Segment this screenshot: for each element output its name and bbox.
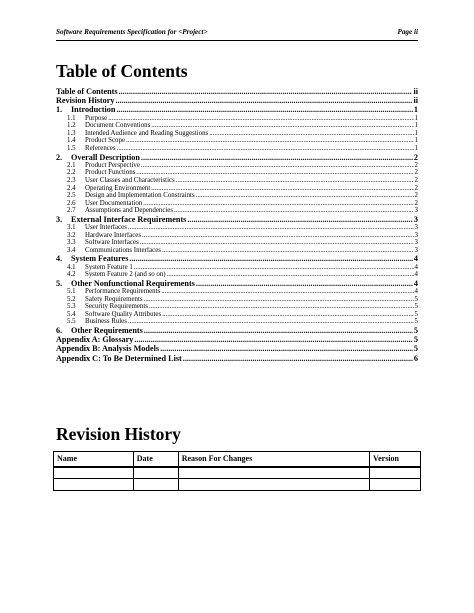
- table-cell[interactable]: [133, 479, 178, 491]
- toc-entry-page: 2: [414, 169, 418, 177]
- toc-entry[interactable]: [56, 344, 418, 353]
- toc-entry-number: 5.1: [67, 288, 76, 295]
- toc-entry[interactable]: [56, 200, 418, 208]
- toc-entry[interactable]: [56, 224, 418, 232]
- toc-entry-title: Business Rules: [85, 318, 127, 326]
- toc-entry[interactable]: [56, 137, 418, 145]
- dot-leader: [134, 264, 414, 272]
- table-cell[interactable]: [178, 467, 369, 479]
- toc-entry[interactable]: [56, 232, 418, 240]
- revision-history-table: [53, 451, 421, 491]
- toc-entry-number: 2.: [56, 152, 63, 162]
- toc-entry[interactable]: [56, 239, 418, 247]
- toc-entry-title: Other Nonfunctional Requirements: [71, 278, 195, 288]
- toc-entry-page: 3: [414, 224, 418, 232]
- toc-entry[interactable]: [56, 115, 418, 123]
- toc-entry-page: 2: [414, 184, 418, 192]
- toc-entry[interactable]: [56, 207, 418, 215]
- toc-entry[interactable]: [56, 326, 418, 335]
- toc-entry-number: 2.4: [67, 184, 76, 192]
- toc-entry-page: 1: [414, 114, 418, 122]
- toc-entry[interactable]: [56, 311, 418, 319]
- dot-leader: [160, 344, 413, 353]
- toc-entry-title: External Interface Requirements: [71, 214, 187, 224]
- toc-entry[interactable]: [56, 87, 418, 96]
- toc-entry-page: 3: [414, 239, 418, 247]
- toc-entry-title: Hardware Interfaces: [85, 231, 142, 239]
- toc-entry-page: 2: [414, 161, 418, 169]
- table-cell[interactable]: [133, 467, 178, 479]
- table-row: [54, 467, 421, 479]
- toc-entry-number: 4.2: [67, 271, 76, 279]
- dot-leader: [151, 185, 413, 193]
- toc-entry-number: 1.5: [67, 144, 76, 152]
- toc-entry[interactable]: [56, 254, 418, 263]
- toc-entry-title: Performance Requirements: [85, 288, 161, 295]
- toc-entry-title: System Feature 1: [85, 263, 133, 271]
- dot-leader: [141, 153, 413, 162]
- toc-entry-page: 2: [414, 192, 418, 200]
- toc-entry[interactable]: [56, 264, 418, 272]
- dot-leader: [116, 105, 412, 114]
- toc-entry-number: 2.5: [67, 192, 76, 200]
- dot-leader: [183, 354, 413, 363]
- dot-leader: [108, 115, 413, 123]
- toc-entry[interactable]: [56, 215, 418, 224]
- column-header-reason: Reason For Changes: [178, 452, 369, 467]
- toc-entry-title: Product Scope: [85, 137, 125, 145]
- toc-entry-title: References: [85, 144, 116, 152]
- toc-entry-page: 5: [413, 325, 418, 335]
- toc-entry-page: 5: [414, 318, 418, 326]
- toc-entry-page: 1: [414, 144, 418, 152]
- toc-entry-page: 5: [413, 335, 418, 345]
- header-rule: [56, 40, 418, 41]
- toc-entry-number: 2.3: [67, 176, 76, 184]
- table-cell[interactable]: [178, 479, 369, 491]
- toc-entry-number: 5.2: [67, 295, 76, 303]
- toc-entry[interactable]: [56, 335, 418, 344]
- toc-entry-page: 3: [414, 231, 418, 239]
- toc-entry[interactable]: [56, 247, 418, 255]
- toc-entry-number: 5.: [56, 278, 63, 288]
- toc-entry[interactable]: [56, 271, 418, 279]
- dot-leader: [144, 326, 413, 335]
- toc-entry-page: 5: [414, 295, 418, 303]
- dot-leader: [167, 271, 414, 279]
- toc-entry-title: Document Conventions: [85, 122, 151, 130]
- toc-entry-page: ii: [413, 96, 418, 106]
- toc-entry[interactable]: [56, 318, 418, 326]
- dot-leader: [117, 145, 414, 153]
- dot-leader: [187, 215, 413, 224]
- toc-entry-page: ii: [413, 87, 418, 96]
- dot-leader: [136, 169, 413, 177]
- toc-entry-number: 5.4: [67, 310, 76, 318]
- toc-entry-page: 2: [414, 176, 418, 184]
- toc-entry[interactable]: [56, 192, 418, 200]
- dot-leader: [161, 288, 413, 296]
- toc-entry-number: 2.1: [67, 161, 76, 169]
- dot-leader: [119, 87, 413, 96]
- dot-leader: [151, 122, 413, 130]
- header-document-title: Software Requirements Specification for <Project>: [56, 28, 208, 36]
- toc-entry[interactable]: [56, 122, 418, 130]
- table-of-contents: [56, 87, 418, 363]
- dot-leader: [209, 130, 413, 138]
- toc-entry-page: 3: [414, 207, 418, 215]
- toc-entry-page: 1: [413, 105, 418, 115]
- toc-entry-title: User Documentation: [85, 199, 143, 207]
- toc-entry-number: 2.7: [67, 207, 76, 215]
- toc-entry-page: 5: [414, 303, 418, 311]
- toc-entry-page: 4: [413, 278, 418, 288]
- toc-entry-title: User Interfaces: [85, 224, 127, 232]
- toc-entry-number: 4.1: [67, 263, 76, 271]
- toc-entry-number: 1.2: [67, 122, 76, 130]
- toc-entry-number: 1.4: [67, 137, 76, 145]
- toc-entry-title: Table of Contents: [56, 87, 118, 96]
- toc-entry-title: System Feature 2 (and so on): [85, 271, 166, 279]
- toc-entry-title: Appendix A: Glossary: [56, 335, 134, 345]
- dot-leader: [144, 296, 414, 304]
- toc-entry-title: Other Requirements: [71, 325, 143, 335]
- toc-entry-title: System Features: [71, 254, 129, 264]
- toc-entry-number: 5.5: [67, 318, 76, 326]
- toc-entry-number: 3.1: [67, 224, 76, 232]
- dot-leader: [134, 335, 413, 344]
- toc-entry-title: Revision History: [56, 96, 115, 106]
- toc-entry-number: 1.3: [67, 129, 76, 137]
- dot-leader: [142, 232, 414, 240]
- toc-entry[interactable]: [56, 303, 418, 311]
- dot-leader: [196, 192, 414, 200]
- toc-entry-page: 4: [413, 254, 418, 264]
- toc-entry-page: 1: [414, 122, 418, 130]
- toc-entry[interactable]: [56, 145, 418, 153]
- toc-entry[interactable]: [56, 96, 418, 105]
- toc-entry-number: 5.3: [67, 303, 76, 311]
- toc-entry-page: 4: [414, 263, 418, 271]
- dot-leader: [196, 279, 413, 288]
- toc-entry-page: 5: [413, 344, 418, 354]
- table-cell[interactable]: [54, 467, 134, 479]
- toc-entry-title: Security Requirements: [85, 303, 148, 311]
- toc-entry-number: 2.6: [67, 199, 76, 207]
- toc-entry[interactable]: [56, 288, 418, 296]
- toc-entry[interactable]: [56, 130, 418, 138]
- dot-leader: [174, 207, 414, 215]
- table-cell[interactable]: [370, 479, 421, 491]
- dot-leader: [129, 254, 413, 263]
- toc-entry-page: 2: [414, 199, 418, 207]
- toc-entry-title: Appendix B: Analysis Models: [56, 344, 160, 354]
- toc-entry-title: Overall Description: [71, 152, 140, 162]
- toc-entry[interactable]: [56, 162, 418, 170]
- toc-entry-title: Safety Requirements: [85, 295, 143, 303]
- toc-entry-title: Communications Interfaces: [85, 246, 161, 254]
- toc-entry[interactable]: [56, 169, 418, 177]
- toc-entry-page: 1: [414, 129, 418, 137]
- toc-entry-title: Software Interfaces: [85, 239, 139, 247]
- toc-entry-title: Introduction: [71, 105, 116, 115]
- dot-leader: [162, 247, 414, 255]
- toc-entry-page: 6: [413, 353, 418, 363]
- toc-entry[interactable]: [56, 279, 418, 288]
- toc-entry-number: 3.3: [67, 239, 76, 247]
- toc-entry-title: Product Functions: [85, 169, 136, 177]
- toc-entry-title: Purpose: [85, 114, 108, 122]
- toc-entry-number: 6.: [56, 325, 63, 335]
- toc-entry-title: Software Quality Attributes: [85, 310, 162, 318]
- toc-entry-page: 4: [414, 288, 418, 295]
- toc-entry[interactable]: [56, 185, 418, 193]
- toc-entry[interactable]: [56, 354, 418, 363]
- toc-entry-number: 1.: [56, 105, 63, 115]
- toc-entry-page: 1: [414, 137, 418, 145]
- revision-history-heading: Revision History: [56, 424, 181, 444]
- dot-leader: [176, 177, 414, 185]
- toc-entry-number: 4.: [56, 254, 63, 264]
- toc-entry-title: Design and Implementation Constraints: [85, 192, 195, 200]
- column-header-date: Date: [133, 452, 178, 467]
- table-row: [54, 479, 421, 491]
- dot-leader: [141, 162, 414, 170]
- dot-leader: [162, 311, 413, 319]
- toc-entry-number: 1.1: [67, 114, 76, 122]
- toc-entry-number: 3.: [56, 214, 63, 224]
- toc-entry-title: Appendix C: To Be Determined List: [56, 353, 182, 363]
- dot-leader: [149, 303, 414, 311]
- toc-entry[interactable]: [56, 177, 418, 185]
- header-page-number: Page ii: [397, 28, 418, 36]
- dot-leader: [140, 239, 414, 247]
- toc-entry-page: 2: [413, 152, 418, 162]
- revision-table-header-row: [54, 452, 421, 467]
- toc-entry-title: User Classes and Characteristics: [85, 176, 175, 184]
- toc-entry[interactable]: [56, 153, 418, 162]
- dot-leader: [128, 224, 414, 232]
- toc-entry-title: Intended Audience and Reading Suggestions: [85, 129, 209, 137]
- toc-entry-title: Assumptions and Dependencies: [85, 207, 174, 215]
- table-cell[interactable]: [54, 479, 134, 491]
- toc-entry-number: 2.2: [67, 169, 76, 177]
- toc-heading: Table of Contents: [56, 61, 188, 81]
- column-header-version: Version: [370, 452, 421, 467]
- toc-entry-page: 4: [414, 271, 418, 279]
- table-cell[interactable]: [370, 467, 421, 479]
- toc-entry[interactable]: [56, 296, 418, 304]
- toc-entry[interactable]: [56, 105, 418, 114]
- toc-entry-title: Operating Environment: [85, 184, 151, 192]
- toc-entry-page: 5: [414, 310, 418, 318]
- toc-entry-number: 3.4: [67, 246, 76, 254]
- dot-leader: [126, 137, 414, 145]
- column-header-name: Name: [54, 452, 134, 467]
- dot-leader: [115, 96, 412, 105]
- toc-entry-page: 3: [413, 214, 418, 224]
- toc-entry-page: 3: [414, 246, 418, 254]
- toc-entry-title: Product Perspective: [85, 161, 140, 169]
- dot-leader: [128, 318, 414, 326]
- dot-leader: [143, 200, 413, 208]
- toc-entry-number: 3.2: [67, 231, 76, 239]
